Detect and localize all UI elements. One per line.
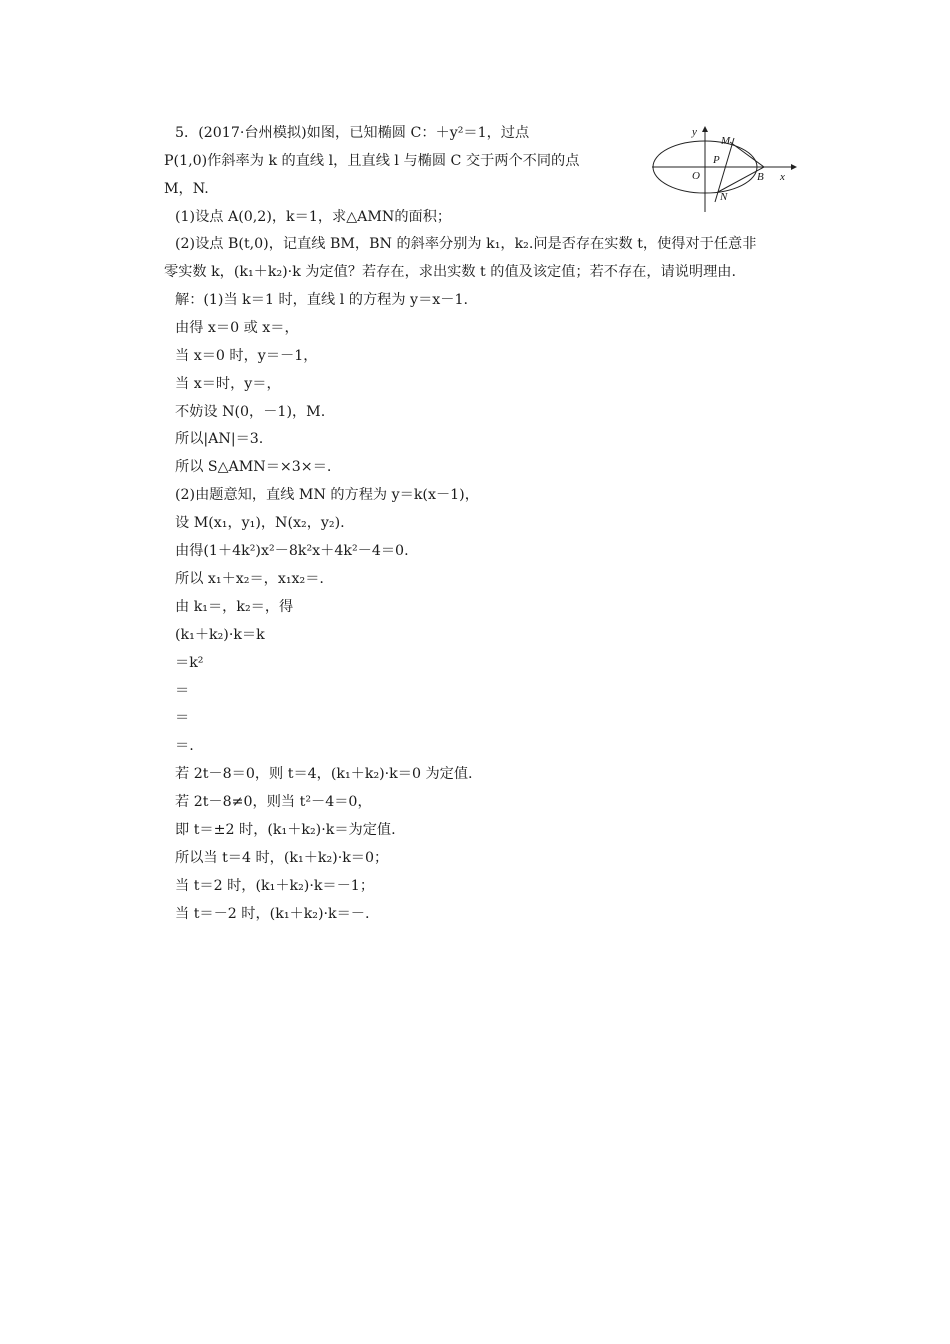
solution-line-21: 所以当 t＝4 时，(k₁＋k₂)·k＝0；: [175, 850, 389, 866]
solution-line-1: 解：(1)当 k＝1 时，直线 l 的方程为 y＝x－1.: [175, 292, 468, 308]
label-p: P: [713, 154, 720, 166]
label-y: y: [692, 126, 697, 138]
x-axis-arrow: [791, 164, 797, 170]
label-x: x: [780, 171, 785, 183]
solution-line-17: ＝.: [175, 738, 194, 754]
solution-line-5: 不妨设 N(0，－1)，M.: [175, 404, 326, 420]
y-axis-arrow: [702, 126, 708, 132]
solution-line-22: 当 t＝2 时，(k₁＋k₂)·k＝－1；: [175, 878, 375, 894]
solution-line-3: 当 x＝0 时，y＝－1，: [175, 348, 318, 364]
problem-line-3: M，N.: [164, 181, 209, 197]
label-n: N: [720, 191, 728, 203]
ellipse-figure: [652, 122, 797, 214]
solution-line-14: ＝k²: [175, 655, 204, 671]
solution-line-16: ＝: [175, 710, 190, 726]
solution-line-6: 所以|AN|＝3.: [175, 431, 264, 447]
solution-line-4: 当 x＝时，y＝，: [175, 376, 281, 392]
solution-line-13: (k₁＋k₂)·k＝k: [175, 627, 265, 643]
label-o: O: [692, 170, 700, 182]
solution-line-2: 由得 x＝0 或 x＝，: [175, 320, 299, 336]
solution-line-19: 若 2t－8≠0，则当 t²－4＝0，: [175, 794, 372, 810]
problem-part-1: (1)设点 A(0,2)，k＝1，求△AMN的面积；: [175, 209, 452, 225]
solution-line-9: 设 M(x₁，y₁)，N(x₂，y₂).: [175, 515, 345, 531]
solution-line-20: 即 t＝±2 时，(k₁＋k₂)·k＝为定值.: [175, 822, 396, 838]
solution-line-11: 所以 x₁＋x₂＝，x₁x₂＝.: [175, 571, 324, 587]
segment-bm: [730, 142, 764, 167]
label-b: B: [757, 171, 764, 183]
solution-line-23: 当 t＝－2 时，(k₁＋k₂)·k＝－.: [175, 906, 370, 922]
solution-line-12: 由 k₁＝，k₂＝，得: [175, 599, 294, 615]
problem-line-1: 5．(2017·台州模拟)如图，已知椭圆 C：＋y²＝1，过点: [175, 125, 530, 141]
problem-part-2: (2)设点 B(t,0)，记直线 BM，BN 的斜率分别为 k₁，k₂.问是否存在实数 t，使得对于任意非: [175, 236, 757, 252]
solution-line-15: ＝: [175, 683, 190, 699]
label-m: M: [721, 135, 731, 147]
problem-part-2-cont: 零实数 k，(k₁＋k₂)·k 为定值？若存在，求出实数 t 的值及该定值；若不存在，请说明理由.: [164, 264, 736, 280]
solution-line-18: 若 2t－8＝0，则 t＝4，(k₁＋k₂)·k＝0 为定值.: [175, 766, 473, 782]
solution-line-10: 由得(1＋4k²)x²－8k²x＋4k²－4＝0.: [175, 543, 409, 559]
solution-line-8: (2)由题意知，直线 MN 的方程为 y＝k(x－1)，: [175, 487, 479, 503]
solution-line-7: 所以 S△AMN＝×3×＝.: [175, 459, 332, 475]
problem-line-2: P(1,0)作斜率为 k 的直线 l，且直线 l 与椭圆 C 交于两个不同的点: [164, 153, 580, 169]
